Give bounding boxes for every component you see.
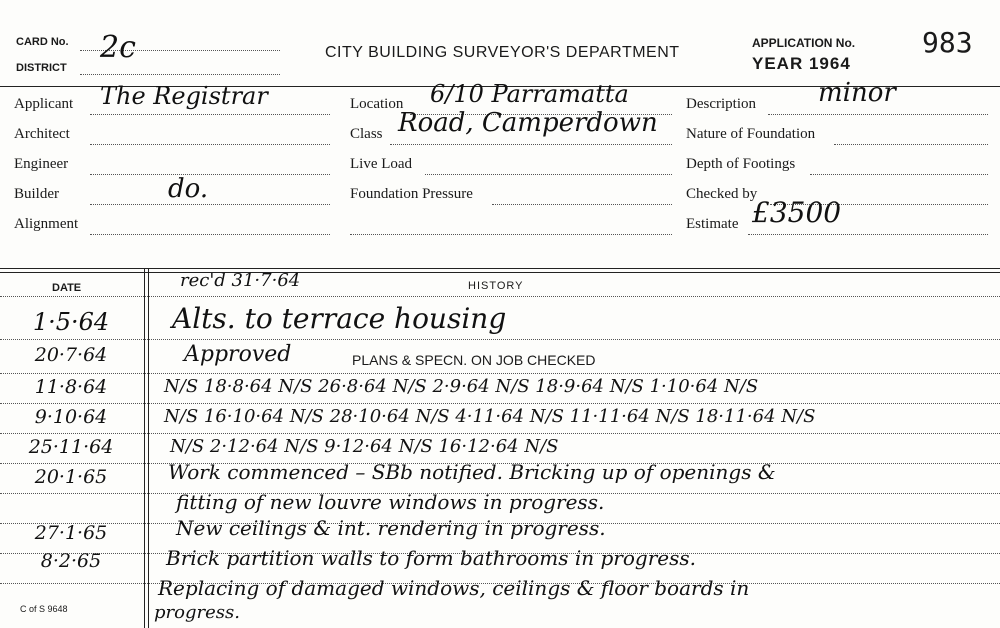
description-label: Description — [686, 96, 756, 112]
checked-by-label: Checked by — [686, 186, 758, 202]
applicant-value: The Registrar — [100, 82, 268, 110]
live-load-label: Live Load — [350, 156, 413, 172]
date-entry: 11·8·64 — [34, 376, 108, 398]
history-entry: Work commenced – SBb notified. Bricking up of openings & — [168, 460, 776, 484]
history-entry: progress. — [154, 602, 240, 623]
history-entry: Alts. to terrace housing — [172, 302, 507, 335]
district-label: DISTRICT — [16, 62, 67, 74]
history-entry: N/S 16·10·64 N/S 28·10·64 N/S 4·11·64 N/S 11·11·64 N/S 18·11·64 N/S — [164, 406, 816, 427]
date-entry: 9·10·64 — [34, 406, 108, 428]
history-entry: Approved — [184, 342, 292, 367]
date-entry: 20·7·64 — [34, 344, 108, 366]
date-entry: 27·1·65 — [34, 522, 108, 544]
estimate-label: Estimate — [686, 216, 739, 232]
date-entry: 1·5·64 — [32, 308, 110, 336]
alignment-label: Alignment — [14, 216, 79, 232]
location-value: 6/10 Parramatta — [430, 80, 629, 108]
form-code: C of S 9648 — [20, 604, 68, 614]
checked-stamp: PLANS & SPECN. ON JOB CHECKED — [352, 352, 596, 368]
date-entry: 25·11·64 — [28, 436, 114, 458]
engineer-label: Engineer — [14, 156, 69, 172]
history-entry: N/S 18·8·64 N/S 26·8·64 N/S 2·9·64 N/S 18·9·64 N/S 1·10·64 N/S — [164, 376, 759, 397]
application-number: 983 — [922, 26, 973, 59]
application-label: APPLICATION No. — [752, 36, 856, 50]
history-entry: Replacing of damaged windows, ceilings & floor boards in — [158, 576, 750, 600]
history-column-header: HISTORY — [468, 280, 524, 292]
history-entry: New ceilings & int. rendering in progress. — [176, 516, 606, 540]
estimate-value: £3500 — [752, 196, 842, 229]
architect-label: Architect — [14, 126, 70, 142]
card-no-label: CARD No. — [16, 36, 69, 48]
depth-of-footings-label: Depth of Footings — [686, 156, 796, 172]
history-entry: rec'd 31·7·64 — [180, 270, 301, 291]
nature-of-foundation-label: Nature of Foundation — [686, 126, 816, 142]
date-entry: 8·2·65 — [40, 550, 102, 572]
applicant-label: Applicant — [14, 96, 74, 112]
date-column-header: DATE — [52, 282, 82, 294]
history-entry: N/S 2·12·64 N/S 9·12·64 N/S 16·12·64 N/S — [170, 436, 559, 457]
class-label: Class — [350, 126, 383, 142]
department-title: CITY BUILDING SURVEYOR'S DEPARTMENT — [325, 44, 680, 61]
builder-value: do. — [168, 174, 209, 204]
builder-label: Builder — [14, 186, 59, 202]
card-no-value: 2c — [100, 30, 136, 65]
history-entry: Brick partition walls to form bathrooms in progress. — [166, 546, 696, 570]
location-label: Location — [350, 96, 404, 112]
foundation-pressure-label: Foundation Pressure — [350, 186, 473, 202]
class-value: Road, Camperdown — [398, 108, 658, 138]
description-value: minor — [818, 78, 896, 108]
date-entry: 20·1·65 — [34, 466, 108, 488]
year-label: YEAR 1964 — [752, 54, 851, 73]
history-entry: fitting of new louvre windows in progress. — [176, 490, 605, 514]
